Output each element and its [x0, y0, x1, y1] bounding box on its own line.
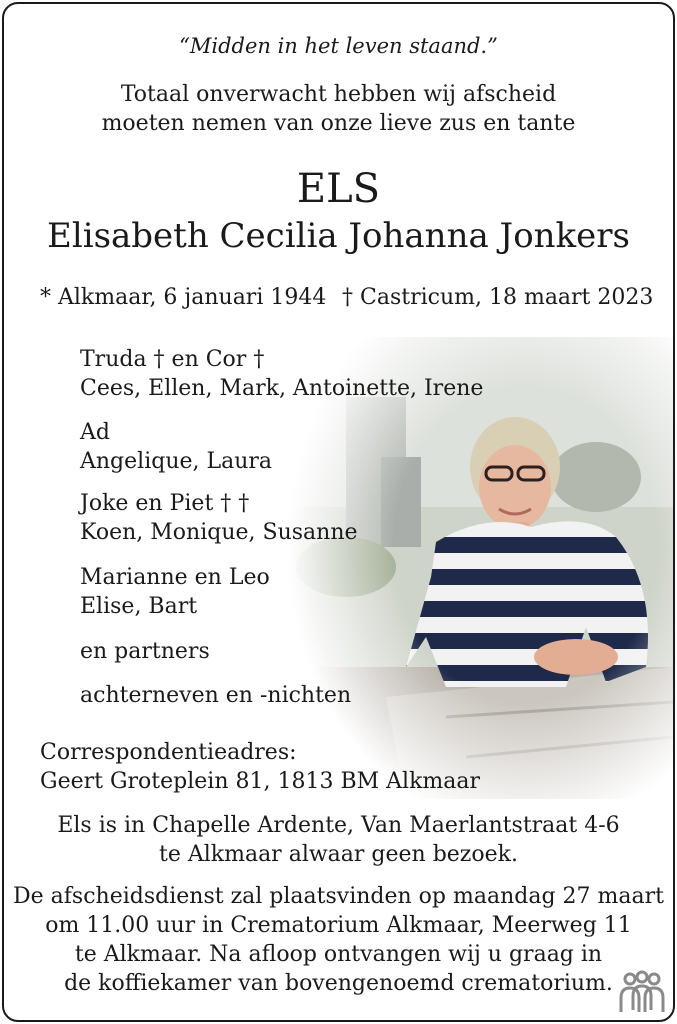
family-group — [80, 681, 351, 710]
family-group — [80, 489, 358, 547]
deceased-name-short: ELS — [296, 166, 381, 212]
family-group — [80, 637, 210, 666]
family-line: Cees, Ellen, Mark, Antoinette, Irene — [80, 376, 484, 401]
intro-line: moeten nemen van onze lieve zus en tante — [101, 111, 576, 136]
family-line: achterneven en -nichten — [80, 683, 352, 708]
family-line: en partners — [80, 639, 210, 664]
chapelle-notice — [4, 811, 673, 869]
intro-text — [4, 80, 673, 138]
service-line: te Alkmaar. Na afloop ontvangen wij u graag in — [74, 942, 603, 967]
family-line: Koen, Monique, Susanne — [80, 520, 358, 545]
service-line: om 11.00 uur in Crematorium Alkmaar, Meerweg 11 — [45, 913, 632, 938]
intro-line: Totaal onverwacht hebben wij afscheid — [120, 82, 557, 107]
birth-info: * Alkmaar, 6 januari 1944 — [40, 285, 327, 310]
obituary-card — [2, 2, 675, 1022]
family-line: Truda † en Cor † — [80, 347, 265, 372]
family-line: Angelique, Laura — [80, 449, 273, 474]
motto: “Midden in het leven staand.” — [179, 34, 498, 58]
death-info: † Castricum, 18 maart 2023 — [342, 285, 654, 310]
deceased-name-full: Elisabeth Cecilia Johanna Jonkers — [47, 216, 630, 256]
family-group — [80, 418, 272, 476]
family-line: Elise, Bart — [80, 594, 198, 619]
family-group — [80, 563, 270, 621]
family-group — [80, 345, 483, 403]
people-logo-icon — [616, 970, 668, 1014]
service-notice — [4, 882, 673, 998]
correspondence-value: Geert Groteplein 81, 1813 BM Alkmaar — [40, 769, 481, 794]
family-line: Marianne en Leo — [80, 565, 270, 590]
chapelle-line: te Alkmaar alwaar geen bezoek. — [158, 842, 518, 867]
family-line: Ad — [80, 420, 110, 445]
service-line: de koffiekamer van bovengenoemd crematorium. — [64, 971, 613, 996]
chapelle-line: Els is in Chapelle Ardente, Van Maerlantstraat 4-6 — [57, 813, 620, 838]
family-line: Joke en Piet † † — [80, 491, 250, 516]
correspondence-label: Correspondentieadres: — [40, 740, 297, 765]
service-line: De afscheidsdienst zal plaatsvinden op maandag 27 maart — [13, 884, 664, 909]
correspondence-address — [40, 738, 480, 796]
portrait-photo — [286, 337, 673, 799]
